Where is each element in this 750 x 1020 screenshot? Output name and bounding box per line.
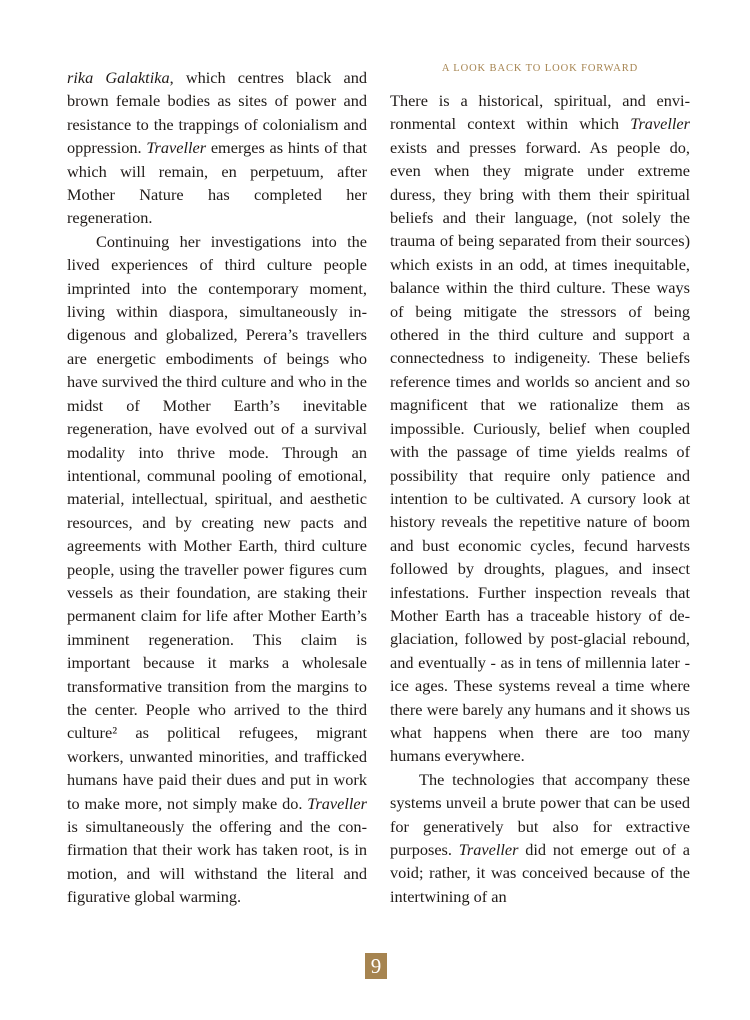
title-traveller-italic: Traveller — [307, 793, 367, 813]
right-column — [390, 89, 690, 908]
title-traveller-italic: Traveller — [458, 840, 519, 859]
text-run: is simultaneously the offering and the confirmation that their work has taken root, is in motion, and will withstand the literal and figurative global warming. — [67, 817, 367, 907]
page-number: 9 — [365, 953, 387, 979]
book-title-italic: rika Galaktika — [67, 68, 170, 87]
title-traveller-italic: Traveller — [630, 114, 690, 134]
text-run: There is a historical, spiritual, and environmental context within which — [390, 91, 690, 134]
right-paragraph-1 — [390, 89, 690, 768]
running-head: A LOOK BACK TO LOOK FORWARD — [441, 63, 639, 74]
text-run: , which centres black and brown female bodies as sites of power and resistance to the trappings of colonialism and oppression. — [67, 68, 368, 158]
text-run: emerges as hints of that which will remain, en perpetuum, after Mother Nature has completed her regeneration. — [67, 138, 367, 228]
right-paragraph-2 — [390, 768, 690, 908]
text-run: exists and presses forward. As people do, even when they migrate under extreme duress, they bring with them their spiritual beliefs and their language, (not solely the trauma of being separated from their sources) which exists in an odd, at times inequitable, balance within the third culture. These ways of being mitigate the stressors of being othered in the third culture and support a connectedness to indigeneity. These beliefs reference times and worlds so ancient and so magnificent that we rationalize them as impossible. Curiously, belief when coupled with the passage of time yields realms of possibility that require only patience and intention to be cultivated. A cursory look at history reveals the repetitive nature of boom and bust economic cycles, fecund harvests followed by droughts, plagues, and insect infestations. Further inspection reveals that Mother Earth has a traceable history of de-glaciation, followed by post-glacial rebound, and eventually - as in tens of millennia later - ice ages. These systems reveal a time where there were barely any humans and it shows us what happens when there are too many humans everywhere. — [390, 137, 690, 766]
text-run: Continuing her investigations into the lived experiences of third culture people imprinted into the contemporary moment, living within diaspora, simultaneously indigenous and globalized, Perera’s travellers are energetic embodiments of beings who have survived the third culture and who in the midst of Mother Earth’s inevitable regeneration, have evolved out of a survival modality into thrive mode. Through an intentional, communal pooling of emotional, material, intellectual, spiritual, and aesthetic resources, and by creating new pacts and agreements with Mother Earth, third culture people, using the traveller power figures cum vessels as their foundation, are staking their permanent claim for life after Mother Earth’s imminent regeneration. This claim is important because it marks a wholesale transformative transition from the margins to the center. People who arrived to the third culture² as political refugees, migrant workers, unwanted minorities, and trafficked humans have paid their dues and put in work to make more, not simply make do. — [67, 231, 367, 813]
text-run: did not emerge out of a void; rather, it was conceived because of the intertwining of an — [390, 840, 690, 906]
text-run: The technologies that accompany these systems unveil a brute power that can be used for generatively but also for extractive purposes. — [390, 769, 690, 859]
title-traveller-italic: Traveller — [146, 138, 207, 158]
left-paragraph-2 — [67, 230, 367, 909]
left-column — [67, 66, 367, 909]
left-paragraph-1 — [67, 66, 367, 230]
